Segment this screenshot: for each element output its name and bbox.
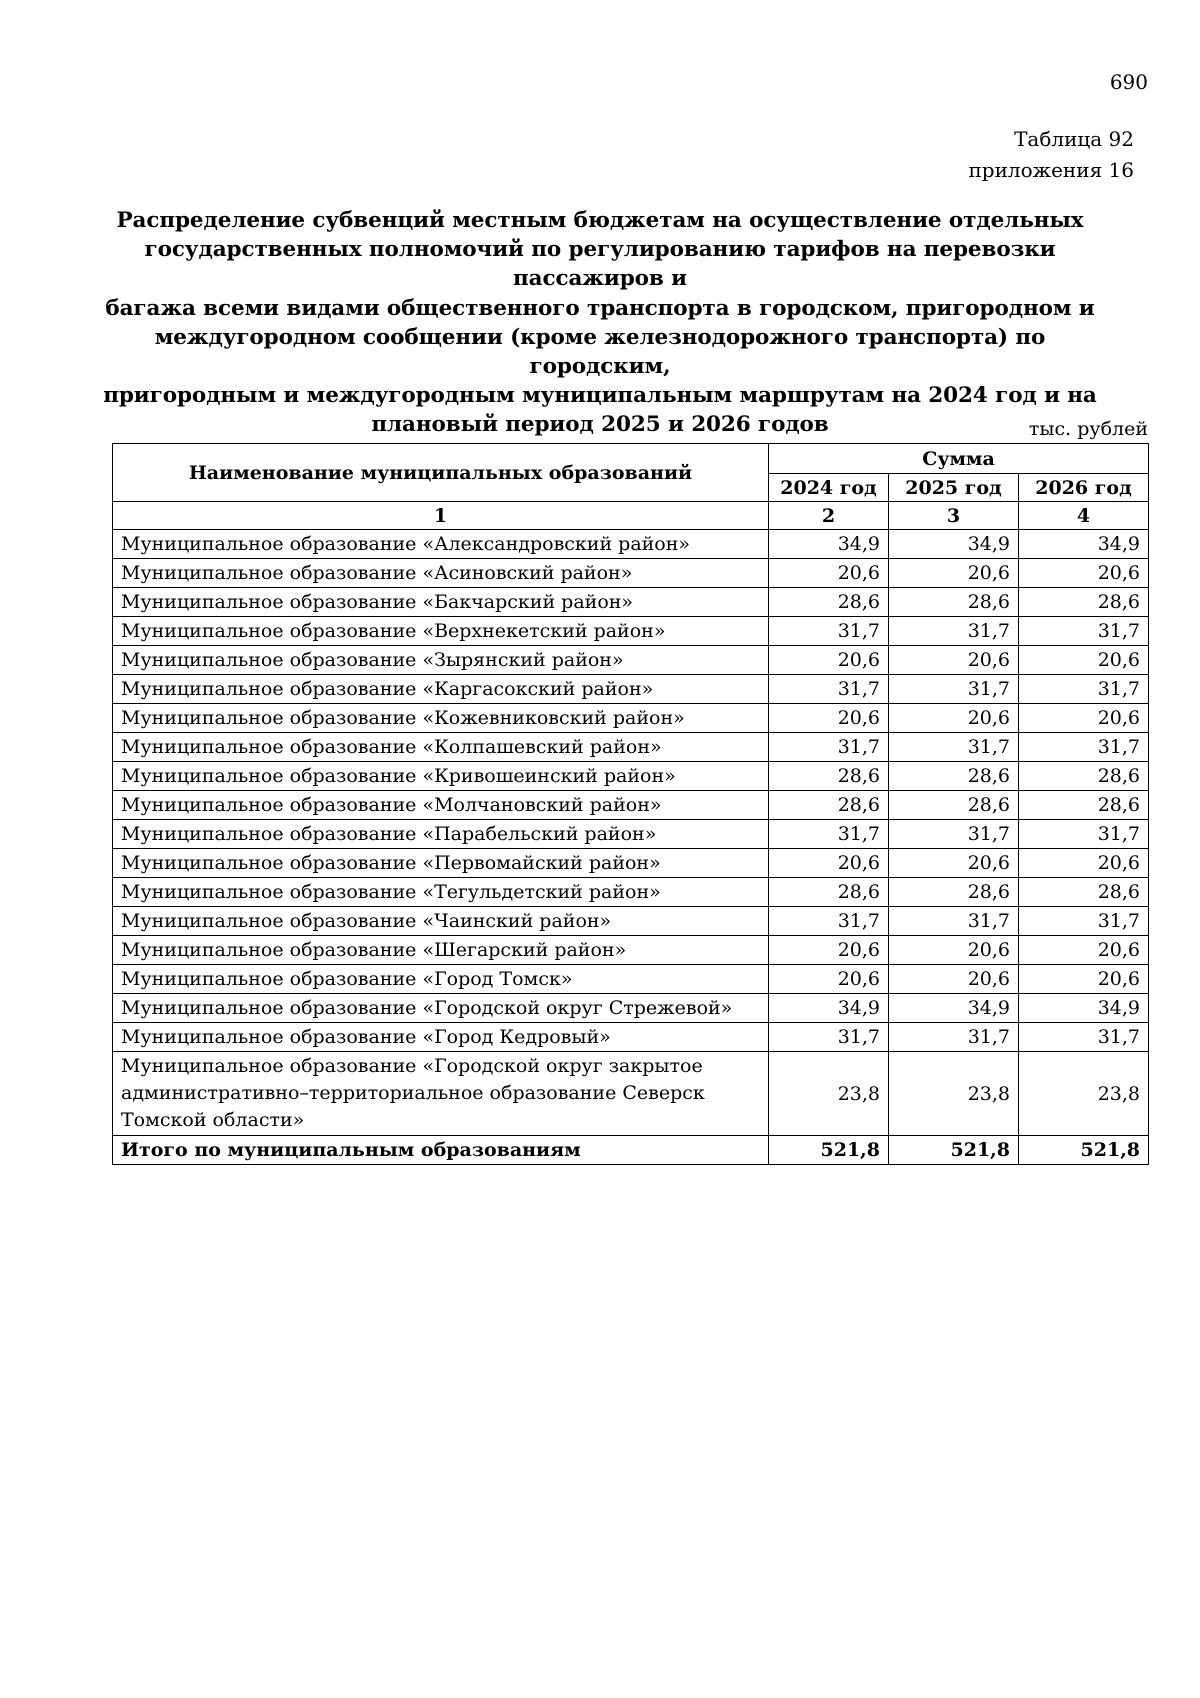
table-reference — [968, 124, 1134, 186]
municipality-name: Муниципальное образование «Парабельский район» — [113, 820, 769, 849]
table-row — [113, 617, 1149, 646]
document-title — [100, 206, 1100, 440]
value-2026: 31,7 — [1019, 907, 1149, 936]
header-year-2024: 2024 год — [769, 474, 889, 502]
municipality-name: Муниципальное образование «Кожевниковский район» — [113, 704, 769, 733]
page-number: 690 — [1109, 70, 1148, 94]
table-row — [113, 994, 1149, 1023]
municipality-name: Муниципальное образование «Зырянский район» — [113, 646, 769, 675]
title-line: государственных полномочий по регулированию тарифов на перевозки пассажиров и — [144, 237, 1056, 292]
total-label: Итого по муниципальным образованиям — [113, 1136, 769, 1165]
value-2024: 34,9 — [769, 530, 889, 559]
municipality-name: Муниципальное образование «Первомайский район» — [113, 849, 769, 878]
header-sum: Сумма — [769, 444, 1149, 474]
value-2025: 31,7 — [889, 1023, 1019, 1052]
table-row — [113, 907, 1149, 936]
value-2026: 20,6 — [1019, 646, 1149, 675]
subvention-table — [112, 443, 1149, 1165]
value-2025: 28,6 — [889, 762, 1019, 791]
municipality-name: Муниципальное образование «Городской округ закрытое административно–территориальное образование Северск Томской области» — [113, 1052, 769, 1136]
total-2024: 521,8 — [769, 1136, 889, 1165]
table-row — [113, 704, 1149, 733]
value-2024: 28,6 — [769, 791, 889, 820]
value-2025: 23,8 — [889, 1052, 1019, 1136]
total-row — [113, 1136, 1149, 1165]
value-2024: 20,6 — [769, 646, 889, 675]
header-municipality: Наименование муниципальных образований — [113, 444, 769, 502]
value-2025: 34,9 — [889, 530, 1019, 559]
value-2026: 31,7 — [1019, 733, 1149, 762]
title-line: Распределение субвенций местным бюджетам на осуществление отдельных — [116, 208, 1084, 233]
value-2026: 34,9 — [1019, 994, 1149, 1023]
value-2025: 20,6 — [889, 704, 1019, 733]
table-row — [113, 791, 1149, 820]
value-2026: 20,6 — [1019, 965, 1149, 994]
value-2024: 31,7 — [769, 907, 889, 936]
value-2026: 23,8 — [1019, 1052, 1149, 1136]
title-line: плановый период 2025 и 2026 годов — [371, 412, 829, 438]
value-2024: 20,6 — [769, 849, 889, 878]
table-row — [113, 849, 1149, 878]
value-2026: 31,7 — [1019, 675, 1149, 704]
municipality-name: Муниципальное образование «Александровский район» — [113, 530, 769, 559]
value-2024: 28,6 — [769, 588, 889, 617]
value-2025: 28,6 — [889, 791, 1019, 820]
value-2025: 31,7 — [889, 733, 1019, 762]
table-row — [113, 820, 1149, 849]
value-2025: 31,7 — [889, 675, 1019, 704]
table-row — [113, 878, 1149, 907]
title-line: пригородным и междугородным муниципальным маршрутам на 2024 год и на — [103, 383, 1097, 409]
value-2024: 20,6 — [769, 559, 889, 588]
title-line: багажа всеми видами общественного транспорта в городском, пригородном и — [105, 295, 1095, 321]
value-2026: 20,6 — [1019, 849, 1149, 878]
value-2025: 31,7 — [889, 907, 1019, 936]
value-2025: 28,6 — [889, 588, 1019, 617]
value-2024: 23,8 — [769, 1052, 889, 1136]
value-2025: 28,6 — [889, 878, 1019, 907]
column-index: 2 — [769, 502, 889, 530]
municipality-name: Муниципальное образование «Тегульдетский район» — [113, 878, 769, 907]
value-2026: 31,7 — [1019, 617, 1149, 646]
value-2026: 31,7 — [1019, 820, 1149, 849]
municipality-name: Муниципальное образование «Бакчарский район» — [113, 588, 769, 617]
value-2024: 31,7 — [769, 675, 889, 704]
units-label: тыс. рублей — [1028, 418, 1148, 440]
value-2026: 28,6 — [1019, 762, 1149, 791]
value-2026: 28,6 — [1019, 791, 1149, 820]
value-2024: 28,6 — [769, 762, 889, 791]
value-2026: 20,6 — [1019, 936, 1149, 965]
municipality-name: Муниципальное образование «Каргасокский район» — [113, 675, 769, 704]
value-2024: 20,6 — [769, 936, 889, 965]
value-2025: 31,7 — [889, 820, 1019, 849]
table-row — [113, 646, 1149, 675]
municipality-name: Муниципальное образование «Колпашевский район» — [113, 733, 769, 762]
column-index: 1 — [113, 502, 769, 530]
table-row — [113, 530, 1149, 559]
table-row — [113, 965, 1149, 994]
value-2024: 28,6 — [769, 878, 889, 907]
table-row — [113, 588, 1149, 617]
table-row — [113, 762, 1149, 791]
table-row — [113, 733, 1149, 762]
value-2024: 34,9 — [769, 994, 889, 1023]
municipality-name: Муниципальное образование «Кривошеинский район» — [113, 762, 769, 791]
value-2026: 34,9 — [1019, 530, 1149, 559]
municipality-name: Муниципальное образование «Молчановский район» — [113, 791, 769, 820]
table-row — [113, 559, 1149, 588]
municipality-name: Муниципальное образование «Городской округ Стрежевой» — [113, 994, 769, 1023]
table-row — [113, 675, 1149, 704]
value-2026: 20,6 — [1019, 704, 1149, 733]
value-2025: 20,6 — [889, 849, 1019, 878]
value-2024: 20,6 — [769, 704, 889, 733]
value-2025: 20,6 — [889, 965, 1019, 994]
value-2024: 31,7 — [769, 820, 889, 849]
value-2025: 20,6 — [889, 646, 1019, 675]
value-2026: 28,6 — [1019, 878, 1149, 907]
total-2025: 521,8 — [889, 1136, 1019, 1165]
table-number: Таблица 92 — [1014, 127, 1134, 151]
column-index: 4 — [1019, 502, 1149, 530]
appendix-number: приложения 16 — [968, 158, 1134, 182]
municipality-name: Муниципальное образование «Верхнекетский район» — [113, 617, 769, 646]
municipality-name: Муниципальное образование «Город Томск» — [113, 965, 769, 994]
table-row — [113, 936, 1149, 965]
table-row — [113, 1052, 1149, 1136]
value-2024: 31,7 — [769, 733, 889, 762]
value-2024: 31,7 — [769, 1023, 889, 1052]
value-2024: 20,6 — [769, 965, 889, 994]
total-2026: 521,8 — [1019, 1136, 1149, 1165]
header-year-2026: 2026 год — [1019, 474, 1149, 502]
municipality-name: Муниципальное образование «Город Кедровый» — [113, 1023, 769, 1052]
header-year-2025: 2025 год — [889, 474, 1019, 502]
value-2026: 31,7 — [1019, 1023, 1149, 1052]
value-2025: 20,6 — [889, 559, 1019, 588]
value-2025: 31,7 — [889, 617, 1019, 646]
municipality-name: Муниципальное образование «Чаинский район» — [113, 907, 769, 936]
table-row — [113, 1023, 1149, 1052]
municipality-name: Муниципальное образование «Шегарский район» — [113, 936, 769, 965]
value-2025: 20,6 — [889, 936, 1019, 965]
title-line: междугородном сообщении (кроме железнодорожного транспорта) по городским, — [154, 324, 1046, 380]
value-2026: 20,6 — [1019, 559, 1149, 588]
column-index: 3 — [889, 502, 1019, 530]
value-2026: 28,6 — [1019, 588, 1149, 617]
municipality-name: Муниципальное образование «Асиновский район» — [113, 559, 769, 588]
value-2024: 31,7 — [769, 617, 889, 646]
value-2025: 34,9 — [889, 994, 1019, 1023]
